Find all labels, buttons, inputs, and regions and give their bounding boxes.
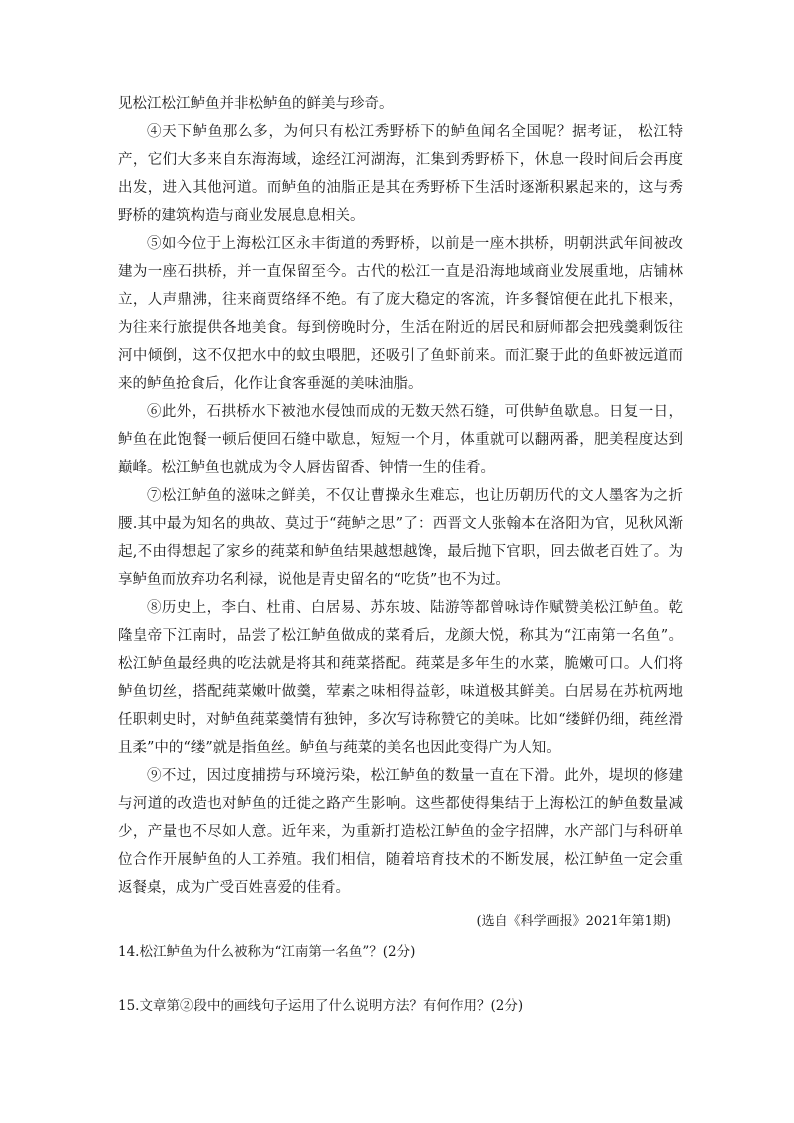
article-body [118, 90, 683, 902]
paragraph-4: ④天下鲈鱼那么多，为何只有松江秀野桥下的鲈鱼闻名全国呢？据考证， 松江特产，它们大多来自东海海域，途经江河湖海，汇集到秀野桥下，休息一段时间后会再度出发，进入其他河道。而鲈鱼的油脂正是其在秀野桥下生活时逐渐积累起来的，这与秀野桥的建筑构造与商业发展息息相关。 [118, 124, 683, 224]
paragraph-6: ⑥此外，石拱桥水下被池水侵蚀而成的无数天然石缝，可供鲈鱼歇息。日复一日，鲈鱼在此饱餐一顿后便回石缝中歇息，短短一个月，体重就可以翻两番，肥美程度达到巅峰。松江鲈鱼也就成为令人唇齿留香、钟情一生的佳肴。 [118, 404, 683, 476]
paragraph-7: ⑦松江鲈鱼的滋味之鲜美，不仅让曹操永生难忘，也让历朝历代的文人墨客为之折腰.其中最为知名的典故、莫过于“莼鲈之思”了：西晋文人张翰本在洛阳为官，见秋风渐起,不由得想起了家乡的莼菜和鲈鱼结果越想越馋，最后抛下官职，回去做老百姓了。为享鲈鱼而放弃功名利禄，说他是青史留名的“吃货”也不为过。 [118, 488, 683, 588]
question-15: 15.文章第②段中的画线句子运用了什么说明方法？有何作用？(2分) [118, 998, 524, 1014]
question-14: 14.松江鲈鱼为什么被称为“江南第一名鱼”？(2分) [118, 944, 416, 960]
paragraph-8: ⑧历史上，李白、杜甫、白居易、苏东坡、陆游等都曾咏诗作赋赞美松江鲈鱼。乾隆皇帝下江南时，品尝了松江鲈鱼做成的菜肴后，龙颜大悦，称其为“江南第一名鱼”。松江鲈鱼最经典的吃法就是将其和莼菜搭配。莼菜是多年生的水菜，脆嫩可口。人们将鲈鱼切丝，搭配莼菜嫩叶做羹，荤素之味相得益彰，味道极其鲜美。白居易在苏杭两地任职刺史时，对鲈鱼莼菜羹情有独钟，多次写诗称赞它的美味。比如“缕鲜仍细，莼丝滑且柔”中的“缕”就是指鱼丝。鲈鱼与莼菜的美名也因此变得广为人知。 [118, 600, 683, 756]
paragraph-continuation: 见松江松江鲈鱼并非松鲈鱼的鲜美与珍奇。 [118, 96, 394, 112]
article-source: (选自《科学画报》2021年第1期) [476, 914, 671, 929]
paragraph-5: ⑤如今位于上海松江区永丰街道的秀野桥，以前是一座木拱桥，明朝洪武年间被改建为一座石拱桥，并一直保留至今。古代的松江一直是沿海地域商业发展重地，店铺林立，人声鼎沸，往来商贾络绎不绝。有了庞大稳定的客流，许多餐馆便在此扎下根来，为往来行旅提供各地美食。每到傍晚时分，生活在附近的居民和厨师都会把残羹剩饭往河中倾倒，这不仅把水中的蚊虫喂肥，还吸引了鱼虾前来。而汇聚于此的鱼虾被远道而来的鲈鱼抢食后，化作让食客垂涎的美味油脂。 [118, 236, 683, 392]
paragraph-9: ⑨不过，因过度捕捞与环境污染，松江鲈鱼的数量一直在下滑。此外，堤坝的修建与河道的改造也对鲈鱼的迁徙之路产生影响。这些都使得集结于上海松江的鲈鱼数量减少，产量也不尽如人意。近年来，为重新打造松江鲈鱼的金字招牌，水产部门与科研单位合作开展鲈鱼的人工养殖。我们相信，随着培育技术的不断发展，松江鲈鱼一定会重返餐桌，成为广受百姓喜爱的佳肴。 [118, 768, 683, 896]
document-page [118, 90, 683, 1018]
